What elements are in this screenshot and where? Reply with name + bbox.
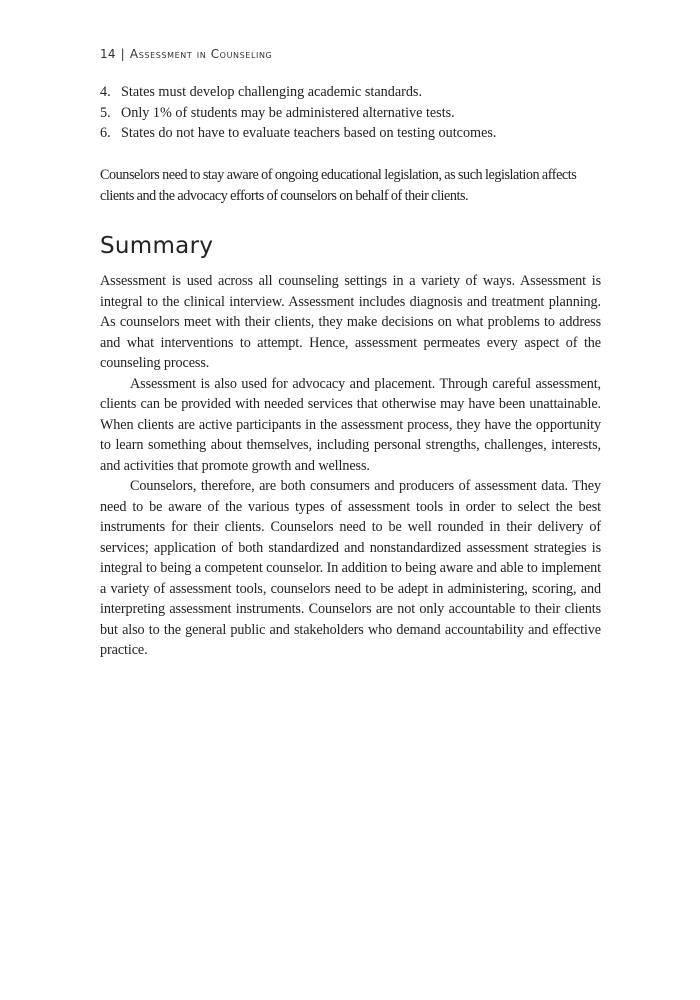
numbered-list	[100, 82, 496, 144]
list-item-text: States do not have to evaluate teachers based on testing outcomes.	[121, 125, 497, 141]
list-item-number: 4.	[100, 84, 111, 100]
list-item-text: Only 1% of students may be administered alternative tests.	[121, 104, 455, 121]
list-item	[100, 103, 496, 124]
running-head	[100, 47, 272, 61]
list-item-number: 6.	[100, 125, 111, 141]
intro-paragraph: Counselors need to stay aware of ongoing educational legislation, as such legislation affects clients and the advocacy efforts of counselors on behalf of their clients.	[100, 167, 577, 204]
summary-paragraph: Assessment is also used for advocacy and placement. Through careful assessment, clients can be provided with needed services that otherwise may have been unattainable. When clients are active participants in the assessment process, they have the opportunity to learn something about themselves, including personal strengths, challenges, interests, and activities that promote growth and wellness.	[100, 375, 601, 474]
summary-paragraph: Assessment is used across all counseling settings in a variety of ways. Assessment is integral to the clinical interview. Assessment includes diagnosis and treatment planning. As counselors meet with their clients, they make decisions on what problems to address and what interventions to attempt. Hence, assessment permeates every aspect of the counseling process.	[100, 273, 601, 371]
section-heading-summary: Summary	[100, 233, 214, 259]
list-item	[100, 82, 496, 103]
running-head-separator: |	[120, 47, 125, 61]
summary-body	[100, 271, 601, 661]
list-item-number: 5.	[100, 104, 111, 121]
running-head-book-title: Assessment in Counseling	[129, 47, 273, 61]
list-item-text: States must develop challenging academic standards.	[121, 84, 422, 100]
summary-paragraph: Counselors, therefore, are both consumers and producers of assessment data. They need to be aware of the various types of assessment tools in order to select the best instruments for their clients. Counselors need to be well rounded in their delivery of services; application of both standardized and nonstandardized assessment strategies is integral to being a competent counselor. In addition to being aware and able to implement a variety of assessment tools, counselors need to be adept in administering, scoring, and interpreting assessment instruments. Counselors are not only accountable to their clients but also to the general public and stakeholders who demand accountability and effective practice.	[100, 478, 601, 658]
page-number: 14	[100, 47, 116, 61]
list-item	[100, 123, 496, 144]
